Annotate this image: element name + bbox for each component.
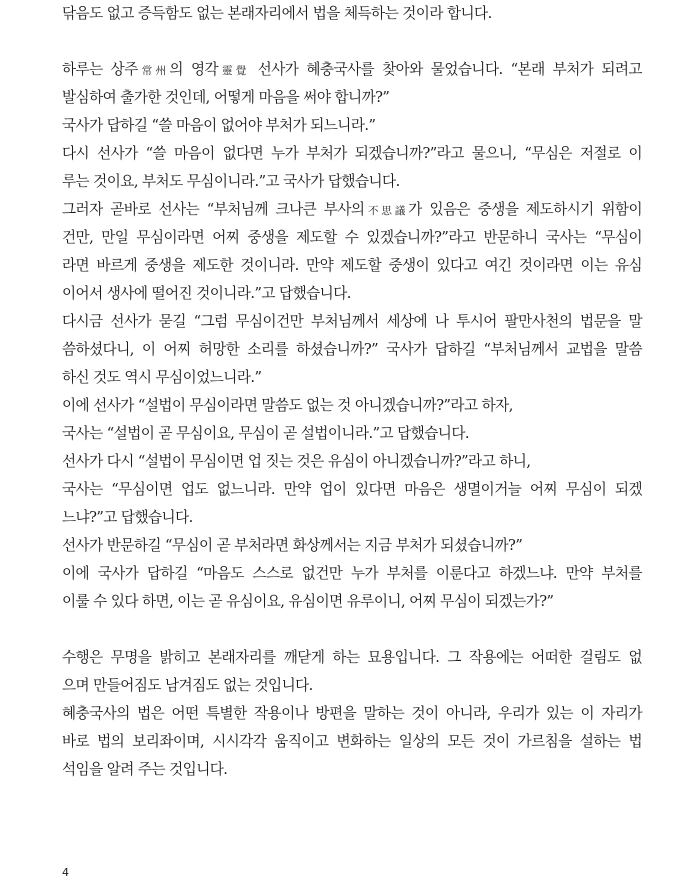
hanja-annotation: 常州 [137,65,170,77]
text-line: 발심하여 출가한 것인데, 어떻게 마음을 써야 합니까?” [62,89,390,106]
text-line: 선사가 반문하길 “무심이 곧 부처라면 화상께서는 지금 부처가 되셨습니까?” [62,537,523,554]
text-segment: 의 영각 [169,61,219,78]
text-line: 혜충국사의 법은 어떤 특별한 작용이나 방편을 말하는 것이 아니라, 우리가 있는 이 자리가 [62,705,642,722]
hanja-annotation: 不思議 [364,205,409,217]
hanja-annotation: 靈覺 [218,65,250,77]
text-line: 이에 국사가 답하길 “마음도 스스로 없건만 누가 부처를 이룬다고 하겠느냐. 만약 부처를 [62,565,642,582]
text-line: 닦음도 없고 증득함도 없는 본래자리에서 법을 체득하는 것이라 합니다. [62,5,492,22]
document-body [62,0,642,784]
text-line: 하신 것도 역시 무심이었느니라.” [62,369,262,386]
text-segment: 가 있음은 중생을 제도하시기 위함이 [408,201,642,218]
text-segment: 선사가 혜충국사를 찾아와 물었습니다. “본래 부처가 되려고 [249,61,642,78]
text-line: 석임을 알려 주는 것입니다. [62,761,228,778]
paragraph-gap [62,616,642,644]
text-line: 느냐?”고 답했습니다. [62,509,193,526]
page-number: 4 [62,866,69,879]
paragraph-gap [62,28,642,56]
text-line: 이에 선사가 “설법이 무심이라면 말씀도 없는 것 아니겠습니까?”라고 하자, [62,397,513,414]
text-segment: 그러자 곧바로 선사는 “부처님께 크나큰 부사의 [62,201,365,218]
text-line: 국사는 “설법이 곧 무심이요, 무심이 곧 설법이니라.”고 답했습니다. [62,425,469,442]
text-line: 선사가 다시 “설법이 무심이면 업 짓는 것은 유심이 아니겠습니까?”라고 하니, [62,453,531,470]
text-line: 다시금 선사가 묻길 “그럼 무심이건만 부처님께서 세상에 나 투시어 팔만사천의 법문을 말 [62,313,642,330]
text-line: 루는 것이요, 부처도 무심이니라.”고 국사가 답했습니다. [62,173,400,190]
text-line: 이어서 생사에 떨어진 것이니라.”고 답했습니다. [62,285,351,302]
text-line: 으며 만들어짐도 남겨짐도 없는 것입니다. [62,677,313,694]
text-line: 건만, 만일 무심이라면 어찌 중생을 제도할 수 있겠습니까?”라고 반문하니 국사는 “무심이 [62,229,642,246]
text-line: 씀하셨다니, 이 어찌 허망한 소리를 하셨습니까?” 국사가 답하길 “부처님께서 교법을 말씀 [62,341,642,358]
text-line: 다시 선사가 “쓸 마음이 없다면 누가 부처가 되겠습니까?”라고 물으니, “무심은 저절로 이 [62,145,642,162]
text-line: 수행은 무명을 밝히고 본래자리를 깨닫게 하는 묘용입니다. 그 작용에는 어떠한 걸림도 없 [62,649,642,666]
text-line [62,56,642,84]
text-line: 바로 법의 보리좌이며, 시시각각 움직이고 변화하는 일상의 모든 것이 가르침을 설하는 법 [62,733,642,750]
text-line: 국사는 “무심이면 업도 없느니라. 만약 업이 있다면 마음은 생멸이거늘 어찌 무심이 되겠 [62,481,642,498]
text-line: 라면 바르게 중생을 제도한 것이니라. 만약 제도할 중생이 있다고 여긴 것이라면 이는 유심 [62,257,642,274]
text-line: 국사가 답하길 “쓸 마음이 없어야 부처가 되느니라.” [62,117,376,134]
text-line: 이룰 수 있다 하면, 이는 곧 유심이요, 유심이면 유루이니, 어찌 무심이 되겠는가?” [62,593,554,610]
text-segment: 하루는 상주 [62,61,138,78]
text-line [62,196,642,224]
